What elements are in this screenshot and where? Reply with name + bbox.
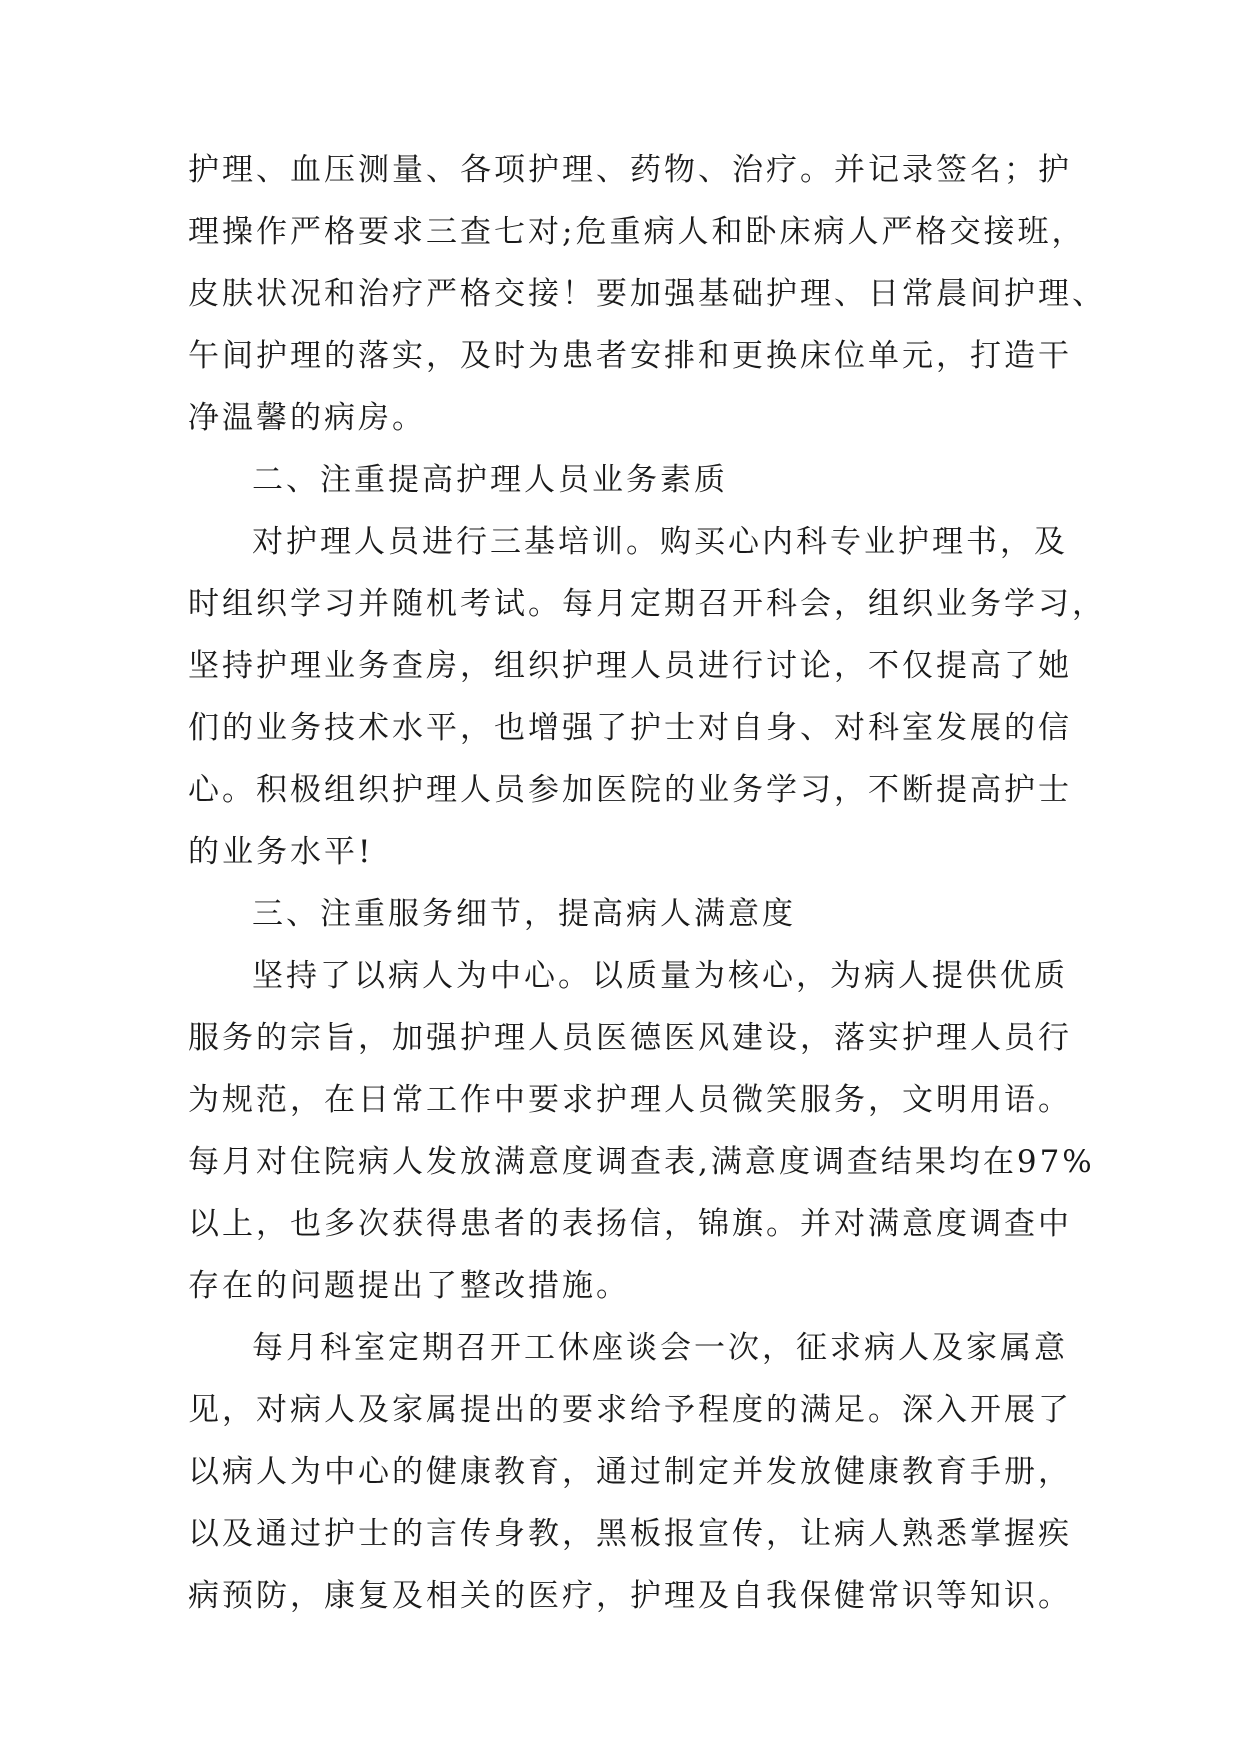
body-text-line: 以上，也多次获得患者的表扬信，锦旗。并对满意度调查中 [188, 1206, 1072, 1242]
body-text-line: 坚持护理业务查房，组织护理人员进行讨论，不仅提高了她 [188, 648, 1072, 684]
body-text-line: 理操作严格要求三查七对;危重病人和卧床病人严格交接班， [188, 214, 1086, 250]
body-text-line: 每月对住院病人发放满意度调查表,满意度调查结果均在97% [188, 1144, 1095, 1180]
body-text-line: 服务的宗旨，加强护理人员医德医风建设，落实护理人员行 [188, 1020, 1072, 1056]
body-text-line: 皮肤状况和治疗严格交接！要加强基础护理、日常晨间护理、 [188, 276, 1106, 312]
body-text-line: 见，对病人及家属提出的要求给予程度的满足。深入开展了 [188, 1392, 1072, 1428]
section-heading: 二、注重提高护理人员业务素质 [252, 462, 728, 498]
body-text-line: 护理、血压测量、各项护理、药物、治疗。并记录签名；护 [188, 152, 1072, 188]
body-text-line: 为规范，在日常工作中要求护理人员微笑服务，文明用语。 [188, 1082, 1072, 1118]
body-text-line: 以病人为中心的健康教育，通过制定并发放健康教育手册， [188, 1454, 1072, 1490]
body-text-line: 时组织学习并随机考试。每月定期召开科会，组织业务学习， [188, 586, 1106, 622]
body-text-line: 每月科室定期召开工休座谈会一次，征求病人及家属意 [252, 1330, 1068, 1366]
body-text-line: 午间护理的落实，及时为患者安排和更换床位单元，打造干 [188, 338, 1072, 374]
body-text-line: 们的业务技术水平，也增强了护士对自身、对科室发展的信 [188, 710, 1072, 746]
body-text-line: 净温馨的病房。 [188, 400, 426, 436]
body-text-line: 坚持了以病人为中心。以质量为核心，为病人提供优质 [252, 958, 1068, 994]
body-text-line: 的业务水平! [188, 834, 374, 870]
body-text-line: 病预防，康复及相关的医疗，护理及自我保健常识等知识。 [188, 1578, 1072, 1614]
body-text-line: 以及通过护士的言传身教，黑板报宣传，让病人熟悉掌握疾 [188, 1516, 1072, 1552]
body-text-line: 存在的问题提出了整改措施。 [188, 1268, 630, 1304]
body-text-line: 对护理人员进行三基培训。购买心内科专业护理书，及 [252, 524, 1068, 560]
section-heading: 三、注重服务细节，提高病人满意度 [252, 896, 796, 932]
body-text-line: 心。积极组织护理人员参加医院的业务学习，不断提高护士 [188, 772, 1072, 808]
